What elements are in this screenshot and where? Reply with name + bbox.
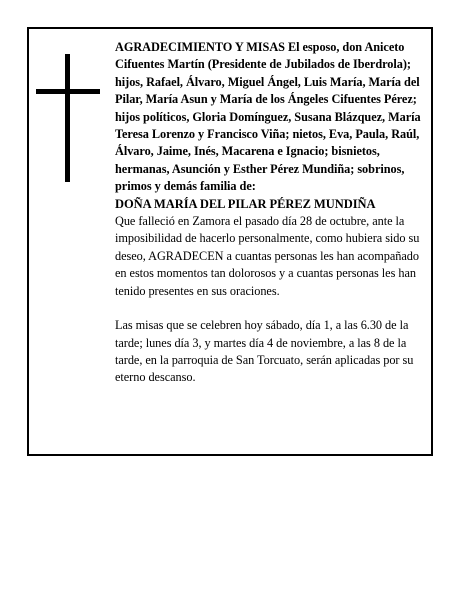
cross-horizontal-bar	[36, 89, 100, 94]
deceased-name: DOÑA MARÍA DEL PILAR PÉREZ MUNDIÑA	[115, 196, 376, 211]
acknowledgement-intro: AGRADECIMIENTO Y MISAS El esposo, don Aniceto Cifuentes Martín (Presidente de Jubilados de Iberdrola); hijos, Rafael, Álvaro, Miguel Ángel, Luis María, María del Pilar, María Asun y María de los Ángeles Cifuentes Pérez; hijos políticos, Gloria Domínguez, Susana Blázquez, María Teresa Lorenzo y Francisco Viña; nietos, Eva, Paula, Raúl, Álvaro, Jaime, Inés, Macarena e Ignacio; bisnietos, hermanas, Asunción y Esther Pérez Mundiña; sobrinos, primos y demás familia de:	[115, 40, 421, 194]
masses-paragraph: Las misas que se celebren hoy sábado, día 1, a las 6.30 de la tarde; lunes día 3, y martes día 4 de noviembre, a las 8 de la tarde, en la parroquia de San Torcuato, serán aplicadas por su eterno descanso.	[115, 318, 414, 385]
cross-icon	[36, 54, 100, 182]
cross-vertical-bar	[65, 54, 70, 182]
notice-text	[115, 39, 433, 387]
acknowledgement-body: Que falleció en Zamora el pasado día 28 de octubre, ante la imposibilidad de hacerlo personalmente, como hubiera sido su deseo, AGRADECEN a cuantas personas les han acompañado en estos momentos tan dolorosos y a cuantas personas les han tenido presentes en sus oraciones.	[115, 214, 420, 298]
